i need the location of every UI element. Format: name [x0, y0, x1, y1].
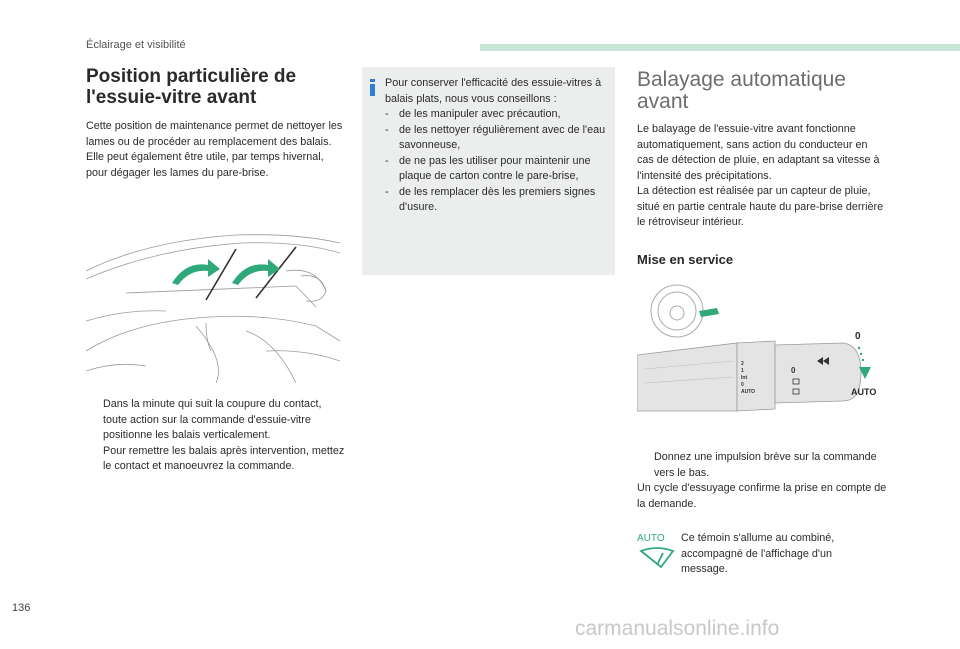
bullet-mark [86, 444, 103, 475]
list-item [385, 185, 607, 216]
dash-mark: - [385, 154, 389, 167]
bullet-mark [86, 397, 103, 444]
right-heading-line1: Balayage automatique [637, 68, 846, 91]
ring-label-auto: AUTO [741, 389, 756, 395]
list-item [637, 450, 887, 481]
info-text [385, 76, 607, 216]
stalk-highlight [699, 308, 719, 317]
indicator-label: AUTO [637, 533, 665, 544]
list-item [385, 107, 607, 123]
info-icon [368, 79, 377, 96]
right-paragraph-2: La détection est réalisée par un capteur de pluie, situé en partie centrale haute du pare-brise derrière le rétroviseur intérieur. [637, 185, 884, 228]
right-bullet-block [637, 450, 887, 512]
diagram-label-top: 0 [855, 331, 861, 342]
cycle-text: Un cycle d'essuyage confirme la prise en compte de la demande. [637, 482, 887, 510]
bullet-text: Pour remettre les balais après intervention, mettez le contact et manoeuvrez la commande. [103, 444, 345, 472]
list-item [86, 397, 348, 444]
list-item [385, 154, 607, 185]
left-heading-line1: Position particulière de [86, 66, 297, 87]
left-paragraph: Cette position de maintenance permet de nettoyer les lames ou de procéder au remplacement des balais. Elle peut également être utile, par temps hivernal, pour dégager les lames du pare-brise. [86, 120, 343, 179]
stalk-end-label: 0 [791, 366, 796, 375]
watermark: carmanualsonline.info [575, 617, 780, 640]
left-bullet-list [86, 397, 348, 475]
ring-label-2: 2 [741, 361, 744, 367]
bullet-text: Donnez une impulsion brève sur la commande vers le bas. [654, 451, 877, 479]
dash-text: de les remplacer dès les premiers signes d'usure. [399, 185, 596, 213]
indicator-description: Ce témoin s'allume au combiné, accompagné de l'affichage d'un message. [681, 532, 835, 575]
right-heading-line2: avant [637, 90, 689, 113]
left-heading [86, 66, 346, 108]
steering-wheel-icon [651, 285, 703, 337]
dash-mark: - [385, 108, 389, 120]
ring-label-int: Int [741, 375, 748, 381]
ring-label-1: 1 [741, 368, 744, 374]
diagram-label-bottom: AUTO [851, 387, 877, 397]
dash-text: de les manipuler avec précaution, [399, 108, 561, 120]
list-item [385, 123, 607, 154]
info-intro: Pour conserver l'efficacité des essuie-vitres à balais plats, nous vous conseillons : [385, 77, 602, 105]
dash-text: de ne pas les utiliser pour maintenir une plaque de carton contre le pare-brise, [399, 154, 591, 182]
section-title: Éclairage et visibilité [86, 39, 186, 51]
right-paragraph-1: Le balayage de l'essuie-vitre avant fonctionne automatiquement, sans action du conducteur en cas de détection de pluie, en adaptant sa vitesse à l'intensité des précipitations. [637, 123, 880, 182]
dash-mark: - [385, 185, 389, 198]
dash-mark: - [385, 123, 389, 136]
dash-text: de les nettoyer régulièrement avec de l'eau savonneuse, [399, 123, 606, 151]
header-bar [480, 44, 960, 51]
page-number: 136 [12, 602, 31, 614]
wiper-stalk-illustration [637, 283, 887, 413]
bullet-text: Dans la minute qui suit la coupure du contact, toute action sur la commande d'essuie-vitre positionne les balais verticalement. [103, 398, 322, 441]
bullet-mark [637, 450, 654, 481]
auto-wiper-indicator-icon [637, 531, 677, 571]
mise-en-service-heading: Mise en service [637, 252, 734, 267]
right-paragraphs [637, 122, 887, 231]
list-item [86, 444, 348, 475]
right-heading [637, 69, 897, 113]
left-heading-line2: l'essuie-vitre avant [86, 87, 257, 108]
ring-label-0: 0 [741, 382, 744, 388]
car-wiper-illustration [86, 231, 340, 383]
